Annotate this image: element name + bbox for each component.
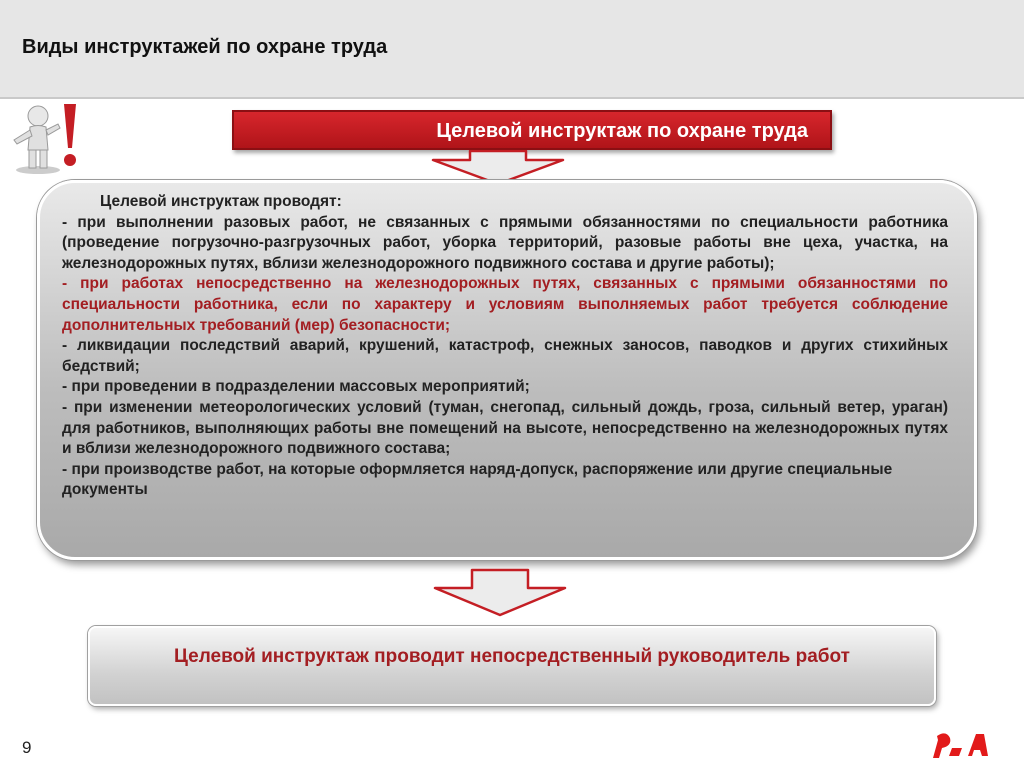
person-exclamation-icon [8,100,82,176]
list-intro: Целевой инструктаж проводят: [100,193,342,210]
banner-title: Целевой инструктаж по охране труда [436,120,808,142]
conclusion-text: Целевой инструктаж проводит непосредственный руководитель работ [174,646,850,667]
title-banner [232,110,832,150]
list-item: - при проведении в подразделении массовых мероприятий; [62,378,530,396]
instruction-list [62,192,948,501]
slide-header [0,0,1024,99]
rzd-logo-icon [928,728,994,762]
list-item: - при выполнении разовых работ, не связанных с прямыми обязанностями по специальности работника (проведение погрузочно-разгрузочных работ, уборка территорий, разовые работы вне цеха, участка, на железнодорожных путях, вблизи железнодорожного подвижного состава и другие работы); [62,213,948,272]
list-item: - ликвидации последствий аварий, крушений, катастроф, снежных заносов, паводков и других стихийных бедствий; [62,337,948,375]
list-item-highlighted: - при работах непосредственно на железнодорожных путях, связанных с прямыми обязанностями по специальности работника, если по характеру и условиям выполняемых работ требуется соблюдение дополнительных требований (мер) безопасности; [62,275,948,334]
down-arrow-icon [430,568,570,618]
list-item: - при производстве работ, на которые оформляется наряд-допуск, распоряжение или другие специальные документы [62,460,893,499]
page-number: 9 [22,738,32,757]
slide-title: Виды инструктажей по охране труда [22,36,388,58]
list-item: - при изменении метеорологических условий (туман, снегопад, сильный дождь, гроза, сильный ветер, ураган) для работников, выполняющих работы вне помещений на высоте, непосредственно на железнодорожных путях и вблизи железнодорожного подвижного состава; [62,398,948,458]
